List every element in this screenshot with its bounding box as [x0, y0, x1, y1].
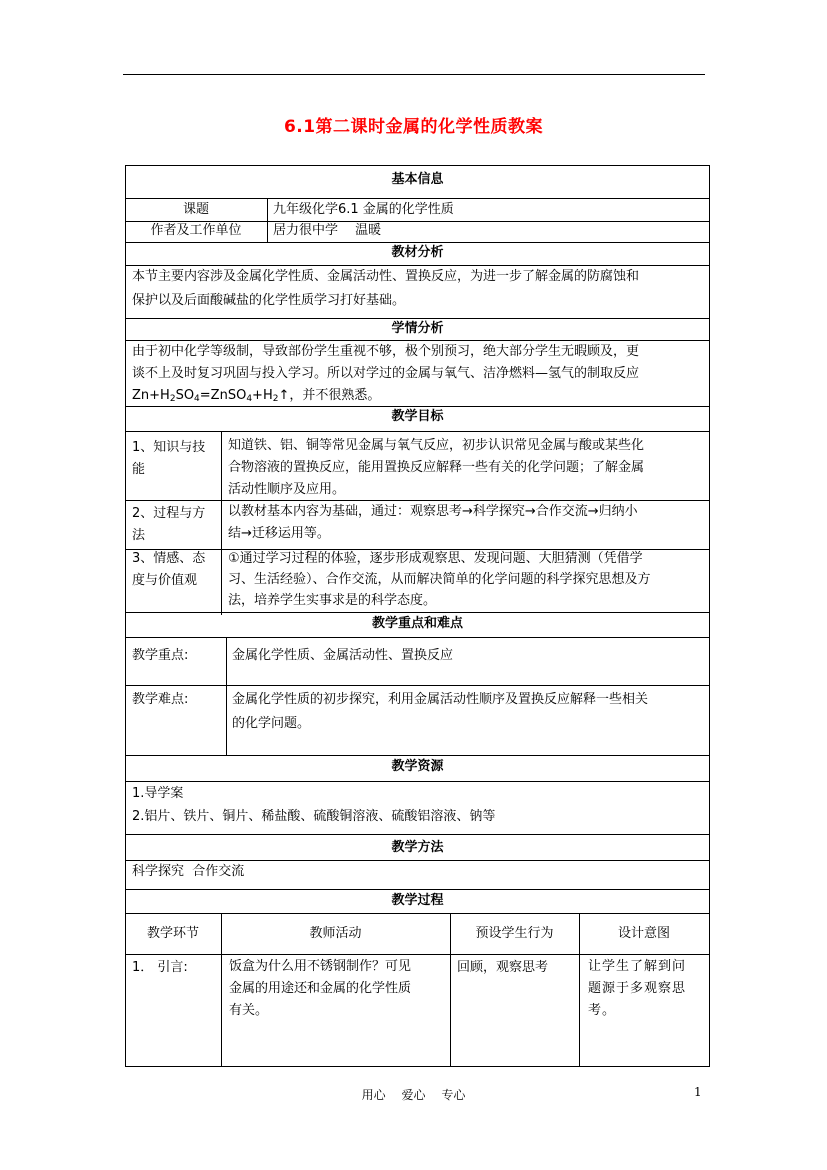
topic-label: 课题 [182, 202, 209, 217]
student-analysis-line: 由于初中化学等级制，导致部份学生重视不够，极个别预习，绝大部分学生无暇顾及，更 [132, 344, 640, 359]
footer-item: 用心 [361, 1088, 386, 1102]
material-analysis-line: 保护以及后面酸碱盐的化学性质学习打好基础。 [132, 293, 406, 308]
table-border-bottom [125, 1066, 710, 1067]
row-divider [125, 954, 710, 955]
goal-label: 2、过程与方 法 [132, 506, 206, 543]
page-number: 1 [694, 1085, 702, 1099]
section-heading-basic-info: 基本信息 [391, 172, 444, 187]
process-row-stage: 1． 引言: [132, 960, 188, 975]
focus-label: 教学重点: [132, 648, 189, 663]
process-row-intent: 让学生了解到问 题源于多观察思 考。 [588, 959, 687, 1018]
section-heading-methods: 教学方法 [391, 840, 444, 855]
page-footer [0, 1086, 827, 1103]
section-heading-resources: 教学资源 [391, 759, 444, 774]
process-row-student: 回顾，观察思考 [457, 960, 549, 975]
section-heading-material-analysis: 教材分析 [391, 245, 444, 260]
resources-list: 1.导学案 2.铝片、铁片、铜片、稀盐酸、硫酸铜溶液、硫酸铝溶液、钠等 [132, 786, 496, 824]
process-header-teacher: 教师活动 [309, 926, 362, 941]
footer-item: 专心 [441, 1088, 466, 1102]
footer-item: 爱心 [401, 1088, 426, 1102]
section-heading-process: 教学过程 [391, 893, 444, 908]
topic-value: 九年级化学6.1 金属的化学性质 [273, 202, 454, 217]
section-heading-key-points: 教学重点和难点 [371, 616, 463, 631]
goal-label: 1、知识与技 能 [132, 440, 206, 477]
row-divider [125, 913, 710, 914]
difficulty-value: 金属化学性质的初步探究，利用金属活动性顺序及置换反应解释一些相关 的化学问题。 [232, 692, 649, 731]
table-border-top [125, 165, 710, 166]
col-divider [267, 198, 268, 243]
process-row-teacher: 饭盒为什么用不锈钢制作？可见 金属的用途还和金属的化学性质 有关。 [229, 959, 412, 1018]
focus-value: 金属化学性质、金属活动性、置换反应 [232, 648, 454, 663]
author-value: 居力很中学 温暖 [273, 223, 382, 238]
col-divider [226, 637, 227, 755]
process-header-student: 预设学生行为 [475, 926, 554, 941]
goal-emotion-text: ①通过学习过程的体验，逐步形成观察思、发现问题、大胆猜测（凭借学 习、生活经验）、合作交流，从而解决简单的化学问题的科学探究思想及方 法，培养学生实事求是的科学态度。 [228, 551, 651, 608]
methods-text: 科学探究 合作交流 [132, 864, 245, 879]
reaction-equation: $Zn+H_2SO_4=ZnSO_4+H_2↑$，并不很熟悉。 [132, 388, 381, 404]
section-heading-student-analysis: 学情分析 [391, 321, 444, 336]
row-divider [125, 431, 710, 432]
row-divider [125, 685, 710, 686]
goal-process-text: 以教材基本内容为基础，通过：观察思考→科学探究→合作交流→归纳小 结→迁移运用等。 [228, 504, 638, 541]
difficulty-label: 教学难点: [132, 692, 189, 707]
page-title: 6.1第二课时金属的化学性质教案 [283, 117, 544, 137]
goal-knowledge-text: 知道铁、铝、铜等常见金属与氧气反应，初步认识常见金属与酸或某些化 合物溶液的置换反应，能用置换反应解释一些有关的化学问题；了解金属 活动性顺序及应用。 [228, 438, 645, 497]
student-analysis-suffix: ，并不很熟悉。 [289, 388, 381, 403]
lesson-plan-table [125, 165, 710, 1067]
author-label: 作者及工作单位 [150, 223, 242, 238]
process-header-intent: 设计意图 [617, 926, 670, 941]
student-analysis-line: 谈不上及时复习巩固与投入学习。所以对学过的金属与氧气、洁净燃料—氢气的制取反应 [132, 366, 640, 381]
process-header-stage: 教学环节 [146, 926, 199, 941]
col-divider [221, 431, 222, 615]
row-divider [125, 637, 710, 638]
row-divider [125, 834, 710, 835]
header-rule [123, 74, 705, 75]
goal-label: 3、情感、态 度与价值观 [132, 551, 206, 588]
material-analysis-line: 本节主要内容涉及金属化学性质、金属活动性、置换反应，为进一步了解金属的防腐蚀和 [132, 269, 640, 284]
section-heading-goals: 教学目标 [391, 409, 444, 424]
